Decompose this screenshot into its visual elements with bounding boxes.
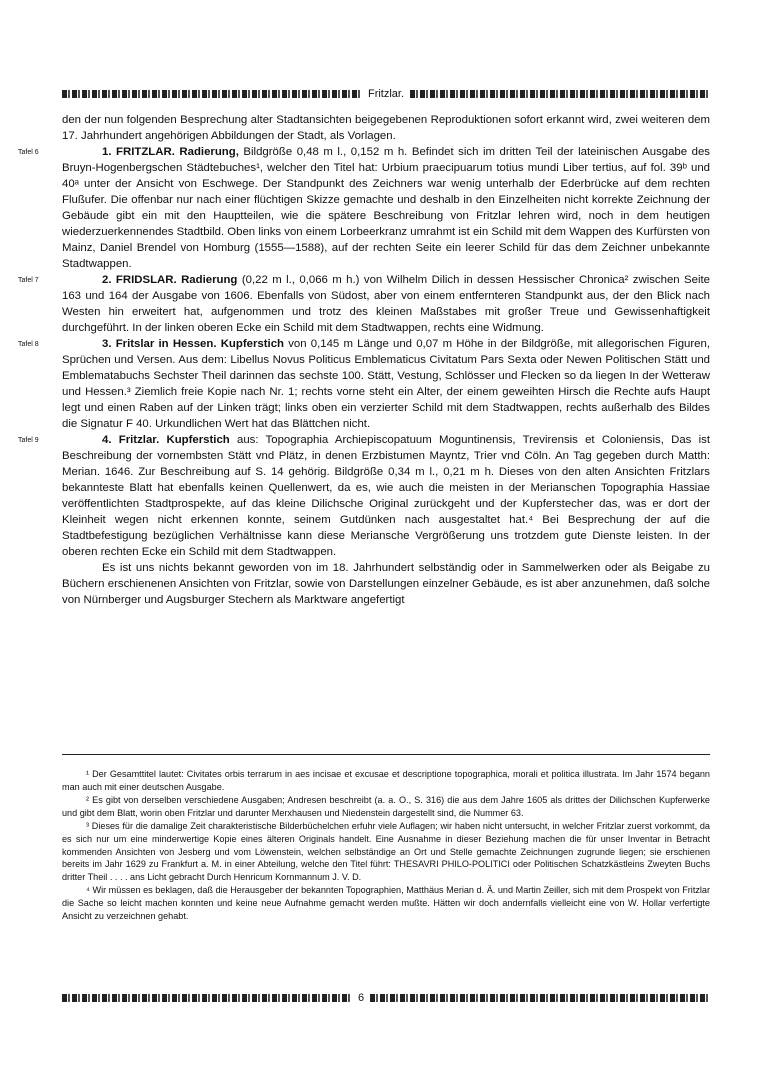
footnote-1: ¹ Der Gesamttitel lautet: Civitates orbis terrarum in aes incisae et excusae et descriptione topographica, morali et politica illustrata. Im Jahr 1574 begann man auch mit einer deutschen Ausgabe. [62,769,710,792]
footer-ornament-left [62,994,352,1002]
entry-title: 1. FRITZLAR. Radierung, [102,146,239,158]
plate-reference: Tafel 8 [18,341,39,348]
entry-title: 4. Fritzlar. Kupferstich [102,434,230,446]
entry-3 [18,336,710,432]
entry-title: 3. Fritslar in Hessen. Kupferstich [102,338,284,350]
closing-paragraph: Es ist uns nichts bekannt geworden von im 18. Jahrhundert selbständig oder in Sammelwerken oder als Beigabe zu Büchern erschienenen Ansichten von Fritzlar, sowie von Darstellungen einzelner Gebäude, es ist aber anzunehmen, daß solche von Nürnberger und Augsburger Stechern als Marktware angefertigt [62,562,710,606]
footnote-4: ⁴ Wir müssen es beklagen, daß die Herausgeber der bekannten Topographien, Matthäus Merian d. Ä. und Martin Zeiller, sich mit dem Prospekt von Fritzlar die Sache so leicht machen konnten und keine neue Aufnahme gemacht werden mußte. Hätten wir doch andernfalls vielleicht eine von W. Hollar verfertigte Ansicht zu verzeichnen gehabt. [62,885,710,921]
footnote-2: ² Es gibt von derselben verschiedene Ausgaben; Andresen beschreibt (a. a. O., S. 316) die aus dem Jahre 1605 als drittes der Dilichschen Kupferwerke und gibt dem Blatt, worin oben Fritzlar und darunter Merxhausen und Niedenstein dargestellt sind, die Nummer 63. [62,795,710,818]
footer-ornament-right [370,994,710,1002]
entry-2 [18,272,711,336]
main-text [18,112,711,608]
running-title: Fritzlar. [367,88,405,100]
page-number: 6 [358,992,365,1004]
footnote-3: ³ Dieses für die damalige Zeit charakteristische Bilderbüchelchen erfuhr viele Auflagen; wir haben nicht untersucht, in welcher Fritzlar zuerst vorkommt, da es sich nur um eine minderwertige Kopie eines älteren Originals handelt. Eine Ausnahme in dieser Beziehung machen die für unser Inventar in Betracht kommenden Ansichten von Jesberg und vom Löwenstein, welchen selbständige an Ort und Stelle gemachte Zeichnungen zugrunde liegen; sie erschienen bereits im Jahr 1629 zu Frankfurt a. M. in einer Abteilung, welche den Titel führt: THESAVRI PHILO-POLITICI oder Politischen Schatzkästleins Zweyten Buchs dritter Theil . . . . ans Licht gebracht Durch Henricum Kornmannum J. V. D. [62,821,710,882]
footnotes [62,768,710,923]
running-header [62,86,710,102]
entry-text: (0,22 m l., 0,066 m h.) von Wilhelm Dilich in dessen Hessischer Chronica² zwischen Seite 163 und 164 der Ausgabe von 1606. Ebenfalls von Südost, aber von einem entfernteren Standpunkt aus, der den Blick nach Westen hin erweitert hat, aufgenommen und trotz des kleinen Maßstabes mit großer Treue und Gewissenhaftigkeit durchgeführt. In der linken oberen Ecke ein Schild mit dem Stadtwappen, rechts eine Widmung. [62,274,711,334]
plate-reference: Tafel 6 [18,149,39,156]
entry-text: aus: Topographia Archiepiscopatuum Moguntinensis, Trevirensis et Coloniensis, Das ist Beschreibung der vornembsten Stätt vnd Plätz, in denen Erzbistumen Mayntz, Trier vnd Cöln. An Tag gegeben durch Matth: Merian. 1646. Zur Beschreibung auf S. 14 gehörig. Bildgröße 0,34 m l., 0,21 m h. Dieses von den alten Ansichten Fritzlars bekannteste Blatt hat ebenfalls keinen Quellenwert, da es, wie auch die meisten in der Merianschen Topographia Hassiae veröffentlichten Stadtprospekte, auf das kleine Dilichsche Original zurückgeht und der Kupferstecher das, was er dort der Kleinheit wegen nicht erkennen konnte, seinem Gutdünken nach ausgestaltet hat.⁴ Bei Besprechung der auf die Stadtbefestigung bezüglichen Verhältnisse kann diese Meriansche Vergrößerung uns trotzdem gute Dienste leisten. In der oberen rechten Ecke ein Schild mit dem Stadtwappen. [62,434,710,558]
footnote-divider [62,754,710,755]
intro-paragraph: den der nun folgenden Besprechung alter Stadtansichten beigegebenen Reproduktionen sofort erkannt wird, zwei weiteren dem 17. Jahrhundert angehörigen Abbildungen der Stadt, als Vorlagen. [62,114,710,142]
entry-text: von 0,145 m Länge und 0,07 m Höhe in der Bildgröße, mit allegorischen Figuren, Sprüchen und Versen. Aus dem: Libellus Novus Politicus Emblematicus Civitatum Pars Sexta oder Newen Politischen Stätt und Emblematabuchs Sechster Theil darinnen das sechste 100. Stätt, Vestung, Schlösser und Flecken so da liegen In der Wetteraw und Hessen.³ Ziemlich freie Kopie nach Nr. 1; rechts vorne steht ein Alter, der einem geweihten Hirsch die Rechte aufs Haupt legt und einen Raben auf der Linken trägt; links oben ein verzierter Schild mit dem Stadtwappen, rechts außerhalb des Bildes die Signatur F 40. Urkundlichen Wert hat das Blättchen nicht. [62,338,710,430]
entry-text: Bildgröße 0,48 m l., 0,152 m h. Befindet sich im dritten Teil der lateinischen Ausgabe des Bruyn-Hogenbergschen Städtebuches¹, welcher den Titel hat: Urbium praecipuarum totius mundi Liber tertius, auf fol. 39ᵇ und 40ᵃ unter der Ansicht von Eschwege. Der Standpunkt des Zeichners war wenig unterhalb der Ederbrücke auf dem rechten Flußufer. Die offenbar nur nach einer flüchtigen Skizze gemachte und deshalb in den Einzelheiten nicht korrekte Zeichnung der Gebäude gibt ein mit den Hauptteilen, wie die spätere Beschreibung von Fritzlar lehren wird, noch in dem heutigen wiederzuerkennendes Stadtbild. Oben links von einem Lorbeerkranz umrahmt ist ein Schild mit dem Wappen des Kurfürsten von Mainz, Daniel Brendel von Homburg (1555—1588), auf der rechten Seite ein leerer Schild für das dem Zeichner unbekannte Stadtwappen. [62,146,710,270]
plate-reference: Tafel 7 [18,277,39,284]
entry-4 [18,432,710,560]
plate-reference: Tafel 9 [18,437,39,444]
entry-1 [18,144,710,272]
page-footer [62,990,710,1006]
header-ornament-right [410,90,710,98]
entry-title: 2. FRIDSLAR. Radierung [102,274,238,286]
header-ornament-left [62,90,362,98]
